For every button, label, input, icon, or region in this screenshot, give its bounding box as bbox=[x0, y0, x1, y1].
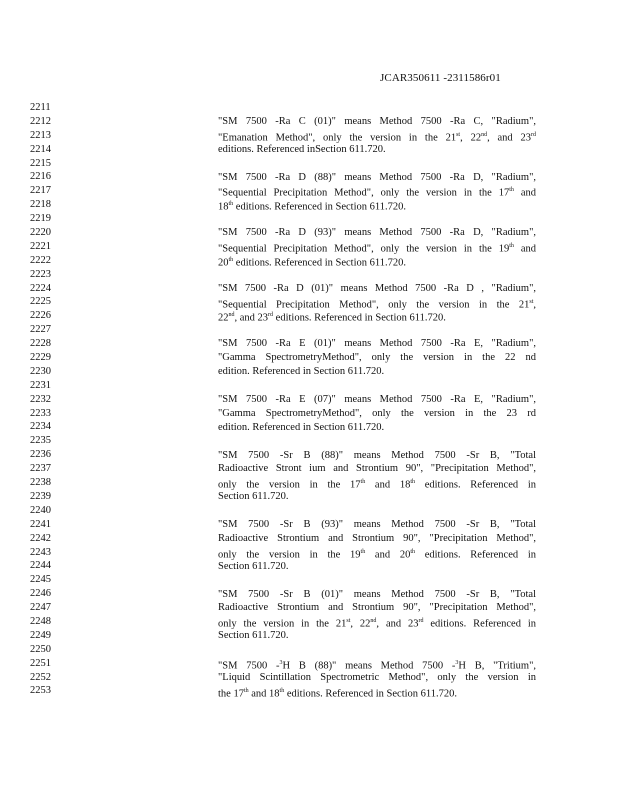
line-number: 2222 bbox=[30, 254, 51, 266]
definition-line: only the version in the 17th and 18th editions. Referenced in bbox=[218, 479, 536, 491]
line-number: 2236 bbox=[30, 449, 51, 461]
line-number: 2223 bbox=[30, 268, 51, 280]
definition-entry bbox=[218, 449, 536, 505]
definition-line: edition. Referenced in Section 611.720. bbox=[218, 421, 385, 433]
line-number: 2242 bbox=[30, 532, 51, 544]
line-number: 2224 bbox=[30, 282, 51, 294]
line-number: 2220 bbox=[30, 227, 51, 239]
line-number: 2221 bbox=[30, 240, 51, 252]
line-number: 2248 bbox=[30, 615, 51, 627]
definition-line: "SM 7500 -Sr B (88)" means Method 7500 -Sr B, "Total bbox=[218, 449, 536, 461]
definition-line: the 17th and 18th editions. Referenced in Section 611.720. bbox=[218, 687, 458, 700]
definition-line: "Sequential Precipitation Method", only the version in the 17th and bbox=[218, 187, 536, 199]
definition-line: editions. Referenced inSection 611.720. bbox=[218, 143, 386, 155]
line-number: 2244 bbox=[30, 560, 51, 572]
line-number-column bbox=[30, 101, 70, 698]
line-number: 2253 bbox=[30, 685, 51, 697]
line-number: 2225 bbox=[30, 296, 51, 308]
line-number: 2251 bbox=[30, 657, 51, 669]
definition-line: "Emanation Method", only the version in the 21st, 22nd, and 23rd bbox=[218, 131, 537, 144]
definition-line: only the version in the 19th and 20th editions. Referenced in bbox=[218, 548, 536, 561]
definition-line: "Liquid Scintillation Spectrometric Method", only the version in bbox=[218, 671, 536, 683]
line-number: 2246 bbox=[30, 588, 51, 600]
line-number: 2214 bbox=[30, 143, 51, 155]
definition-line: edition. Referenced in Section 611.720. bbox=[218, 366, 385, 378]
line-number: 2252 bbox=[30, 671, 51, 683]
line-number: 2226 bbox=[30, 310, 51, 322]
document-header: JCAR350611 -2311586r01 bbox=[380, 72, 501, 84]
line-number: 2211 bbox=[30, 102, 51, 113]
line-number: 2243 bbox=[30, 546, 51, 558]
definition-entry bbox=[218, 337, 536, 379]
line-number: 2239 bbox=[30, 490, 51, 502]
line-number: 2217 bbox=[30, 185, 51, 197]
definition-entry bbox=[218, 588, 536, 644]
definition-line: Section 611.720. bbox=[218, 630, 289, 642]
line-number: 2213 bbox=[30, 129, 51, 141]
line-number: 2237 bbox=[30, 463, 51, 475]
line-number: 2227 bbox=[30, 324, 51, 336]
definition-line: "Sequential Precipitation Method", only the version in the 21st, bbox=[218, 298, 536, 311]
definition-entry bbox=[218, 518, 536, 574]
definition-line: only the version in the 21st, 22nd, and 23rd editions. Referenced in bbox=[218, 618, 537, 630]
definition-line: "Sequential Precipitation Method", only the version in the 19th and bbox=[218, 242, 536, 255]
line-number: 2240 bbox=[30, 504, 51, 516]
definition-line: Section 611.720. bbox=[218, 491, 289, 503]
definition-line: Radioactive Stront ium and Strontium 90", "Precipitation Method", bbox=[218, 463, 536, 475]
definition-line: "SM 7500 -Sr B (93)" means Method 7500 -Sr B, "Total bbox=[218, 519, 536, 530]
definition-entry bbox=[218, 393, 536, 435]
definition-entry bbox=[218, 282, 536, 324]
line-number: 2249 bbox=[30, 629, 51, 641]
definition-line: "SM 7500 -$^3$H B (88)" means Method 7500 -$^3$H B, "Tritium", bbox=[218, 660, 536, 672]
definition-entry bbox=[218, 657, 536, 699]
line-number: 2247 bbox=[30, 602, 51, 614]
definition-line: "SM 7500 -Ra D (88)" means Method 7500 -Ra D, "Radium", bbox=[218, 171, 536, 183]
line-number: 2219 bbox=[30, 213, 51, 225]
definition-line: "Gamma SpectrometryMethod", only the version in the 23 rd bbox=[218, 407, 536, 419]
definition-line: "SM 7500 -Sr B (01)" means Method 7500 -Sr B, "Total bbox=[218, 588, 536, 600]
definition-line: 22nd, and 23rd editions. Referenced in Section 611.720. bbox=[218, 312, 446, 324]
definition-line: Radioactive Strontium and Strontium 90", "Precipitation Method", bbox=[218, 602, 536, 614]
line-number: 2233 bbox=[30, 407, 51, 419]
line-number: 2250 bbox=[30, 643, 51, 655]
line-number: 2234 bbox=[30, 421, 51, 433]
line-number: 2228 bbox=[30, 338, 51, 350]
definition-line: 18th editions. Referenced in Section 611.720. bbox=[218, 201, 406, 213]
line-number: 2229 bbox=[30, 352, 51, 364]
definition-entry bbox=[218, 171, 536, 213]
definition-line: "Gamma SpectrometryMethod", only the version in the 22 nd bbox=[218, 352, 536, 364]
definition-line: "SM 7500 -Ra D (93)" means Method 7500 -Ra D, "Radium", bbox=[218, 227, 536, 239]
line-number: 2216 bbox=[30, 171, 51, 183]
line-number: 2215 bbox=[30, 157, 51, 169]
line-number: 2230 bbox=[30, 365, 51, 377]
definition-line: Radioactive Strontium and Strontium 90", "Precipitation Method", bbox=[218, 532, 536, 544]
line-number: 2232 bbox=[30, 393, 51, 405]
definition-line: 20th editions. Referenced in Section 611.720. bbox=[218, 256, 406, 269]
definition-line: Section 611.720. bbox=[218, 560, 289, 572]
line-number: 2218 bbox=[30, 199, 51, 211]
line-number: 2241 bbox=[30, 518, 51, 530]
line-number: 2212 bbox=[30, 115, 51, 127]
definition-line: "SM 7500 -Ra E (07)" means Method 7500 -Ra E, "Radium", bbox=[218, 393, 536, 405]
line-number: 2235 bbox=[30, 435, 51, 447]
definition-line: "SM 7500 -Ra E (01)" means Method 7500 -Ra E, "Radium", bbox=[218, 338, 536, 350]
definition-line: "SM 7500 -Ra D (01)" means Method 7500 -Ra D , "Radium", bbox=[218, 282, 536, 294]
definition-entry bbox=[218, 226, 536, 268]
definition-entry bbox=[218, 115, 536, 157]
definition-line: "SM 7500 -Ra C (01)" means Method 7500 -Ra C, "Radium", bbox=[218, 115, 536, 127]
line-number: 2238 bbox=[30, 477, 51, 489]
line-number: 2231 bbox=[30, 379, 51, 391]
line-number: 2245 bbox=[30, 574, 51, 586]
